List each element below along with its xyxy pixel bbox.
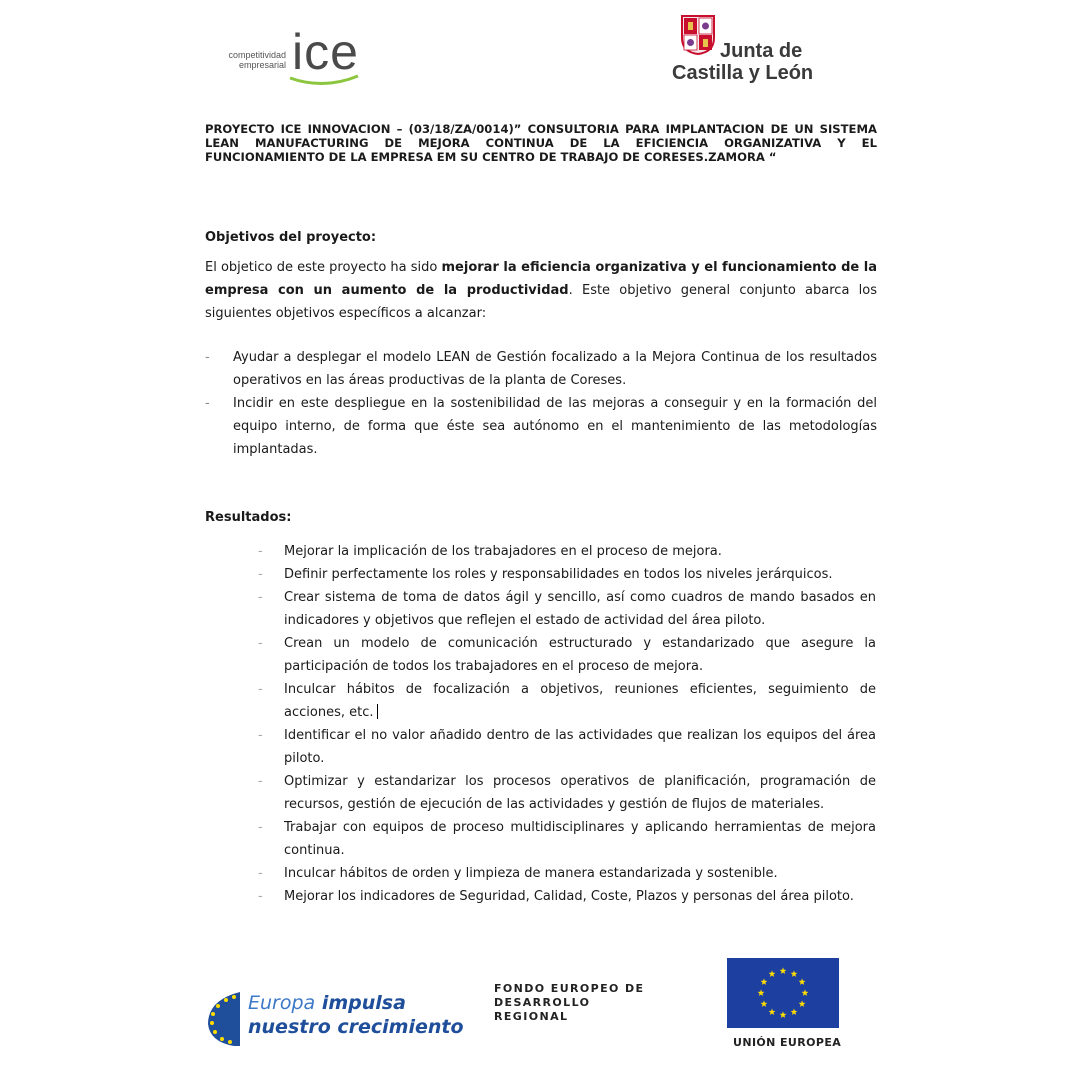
ice-tagline-line2: empresarial bbox=[238, 60, 286, 70]
bullet-dash: - bbox=[258, 590, 263, 605]
eu-stars-emblem-icon bbox=[204, 990, 244, 1048]
feder-label bbox=[494, 982, 644, 1024]
objectives-intro-part2: . Este objetivo general conjunto abarca los siguientes objetivos específicos a alcanzar: bbox=[205, 283, 877, 321]
objective-item bbox=[205, 346, 877, 392]
document-title: PROYECTO ICE INNOVACION – (03/18/ZA/0014)” CONSULTORIA PARA IMPLANTACION DE UN SISTEMA LEAN MANUFACTURING DE MEJORA CONTINUA DE LA EFICIENCIA ORGANIZATIVA Y EL FUNCIONAMIENTO DE LA EMPRESA EM SU CENTRO DE TRABAJO DE CORESES.ZAMORA “ bbox=[205, 122, 877, 164]
result-item bbox=[258, 678, 876, 724]
objectives-heading: Objetivos del proyecto: bbox=[205, 230, 377, 245]
jcyl-line1: Junta de bbox=[720, 40, 803, 62]
result-text: Crean un modelo de comunicación estructurado y estandarizado que asegure la participación de todos los trabajadores en el proceso de mejora. bbox=[284, 636, 876, 674]
ice-logo bbox=[204, 24, 364, 92]
result-text: Definir perfectamente los roles y responsabilidades en todos los niveles jerárquicos. bbox=[284, 567, 833, 582]
result-item bbox=[258, 770, 876, 816]
bullet-dash: - bbox=[258, 636, 263, 651]
coat-of-arms-icon bbox=[680, 14, 716, 56]
objective-text: Ayudar a desplegar el modelo LEAN de Gestión focalizado a la Mejora Continua de los resultados operativos en las áreas productivas de la planta de Coreses. bbox=[233, 350, 877, 388]
result-item bbox=[258, 563, 876, 586]
impulsa-word: impulsa bbox=[321, 992, 406, 1014]
result-text: Identificar el no valor añadido dentro de las actividades que realizan los equipos del área piloto. bbox=[284, 728, 876, 766]
results-list bbox=[258, 540, 876, 908]
results-heading: Resultados: bbox=[205, 510, 292, 525]
feder-line3: REGIONAL bbox=[494, 1010, 569, 1023]
result-item bbox=[258, 724, 876, 770]
result-text: Trabajar con equipos de proceso multidisciplinares y aplicando herramientas de mejora continua. bbox=[284, 820, 876, 858]
result-item bbox=[258, 885, 876, 908]
result-item bbox=[258, 862, 876, 885]
result-item bbox=[258, 816, 876, 862]
text-cursor bbox=[377, 704, 378, 719]
feder-line1: FONDO EUROPEO DE bbox=[494, 982, 645, 995]
bullet-dash: - bbox=[205, 350, 210, 365]
bullet-dash: - bbox=[258, 682, 263, 697]
eu-flag-icon bbox=[727, 958, 839, 1028]
feder-line2: DESARROLLO bbox=[494, 996, 591, 1009]
result-text: Inculcar hábitos de orden y limpieza de manera estandarizada y sostenible. bbox=[284, 866, 778, 881]
objectives-intro bbox=[205, 256, 877, 325]
bullet-dash: - bbox=[205, 396, 210, 411]
result-text: Mejorar la implicación de los trabajadores en el proceso de mejora. bbox=[284, 544, 722, 559]
objective-text: Incidir en este despliegue en la sostenibilidad de las mejoras a conseguir y en la formación del equipo interno, de forma que éste sea autónomo en el mantenimiento de las metodologías implantadas. bbox=[233, 396, 877, 457]
bullet-dash: - bbox=[258, 820, 263, 835]
ice-swoosh-icon bbox=[288, 74, 360, 88]
result-text: Mejorar los indicadores de Seguridad, Calidad, Coste, Plazos y personas del área piloto. bbox=[284, 889, 854, 904]
result-item bbox=[258, 632, 876, 678]
bullet-dash: - bbox=[258, 544, 263, 559]
ice-wordmark: ice bbox=[292, 24, 359, 80]
result-text: Crear sistema de toma de datos ágil y sencillo, así como cuadros de mando basados en indicadores y objetivos que reflejen el estado de actividad del área piloto. bbox=[284, 590, 876, 628]
objectives-intro-part1: El objetico de este proyecto ha sido bbox=[205, 260, 442, 275]
result-item bbox=[258, 540, 876, 563]
objectives-intro-bold: mejorar la eficiencia organizativa y el funcionamiento de la empresa con un aumento de la productividad bbox=[205, 260, 877, 298]
result-text: Optimizar y estandarizar los procesos operativos de planificación, programación de recursos, gestión de ejecución de las actividades y gestión de flujos de materiales. bbox=[284, 774, 876, 812]
bullet-dash: - bbox=[258, 728, 263, 743]
europa-line1 bbox=[248, 992, 406, 1014]
europa-impulsa-logo bbox=[204, 990, 464, 1050]
result-text: Inculcar hábitos de focalización a objetivos, reuniones eficientes, seguimiento de acciones, etc. bbox=[284, 682, 876, 720]
europa-line2: nuestro crecimiento bbox=[248, 1016, 464, 1038]
ice-tagline bbox=[204, 50, 286, 70]
bullet-dash: - bbox=[258, 774, 263, 789]
ice-tagline-line1: competitividad bbox=[228, 50, 286, 60]
europa-word: Europa bbox=[248, 992, 316, 1014]
jcyl-logo bbox=[672, 14, 820, 86]
bullet-dash: - bbox=[258, 567, 263, 582]
objective-item bbox=[205, 392, 877, 461]
result-item bbox=[258, 586, 876, 632]
objectives-list bbox=[205, 346, 877, 461]
jcyl-line2: Castilla y León bbox=[672, 62, 814, 84]
bullet-dash: - bbox=[258, 889, 263, 904]
bullet-dash: - bbox=[258, 866, 263, 881]
eu-label: UNIÓN EUROPEA bbox=[733, 1036, 842, 1049]
